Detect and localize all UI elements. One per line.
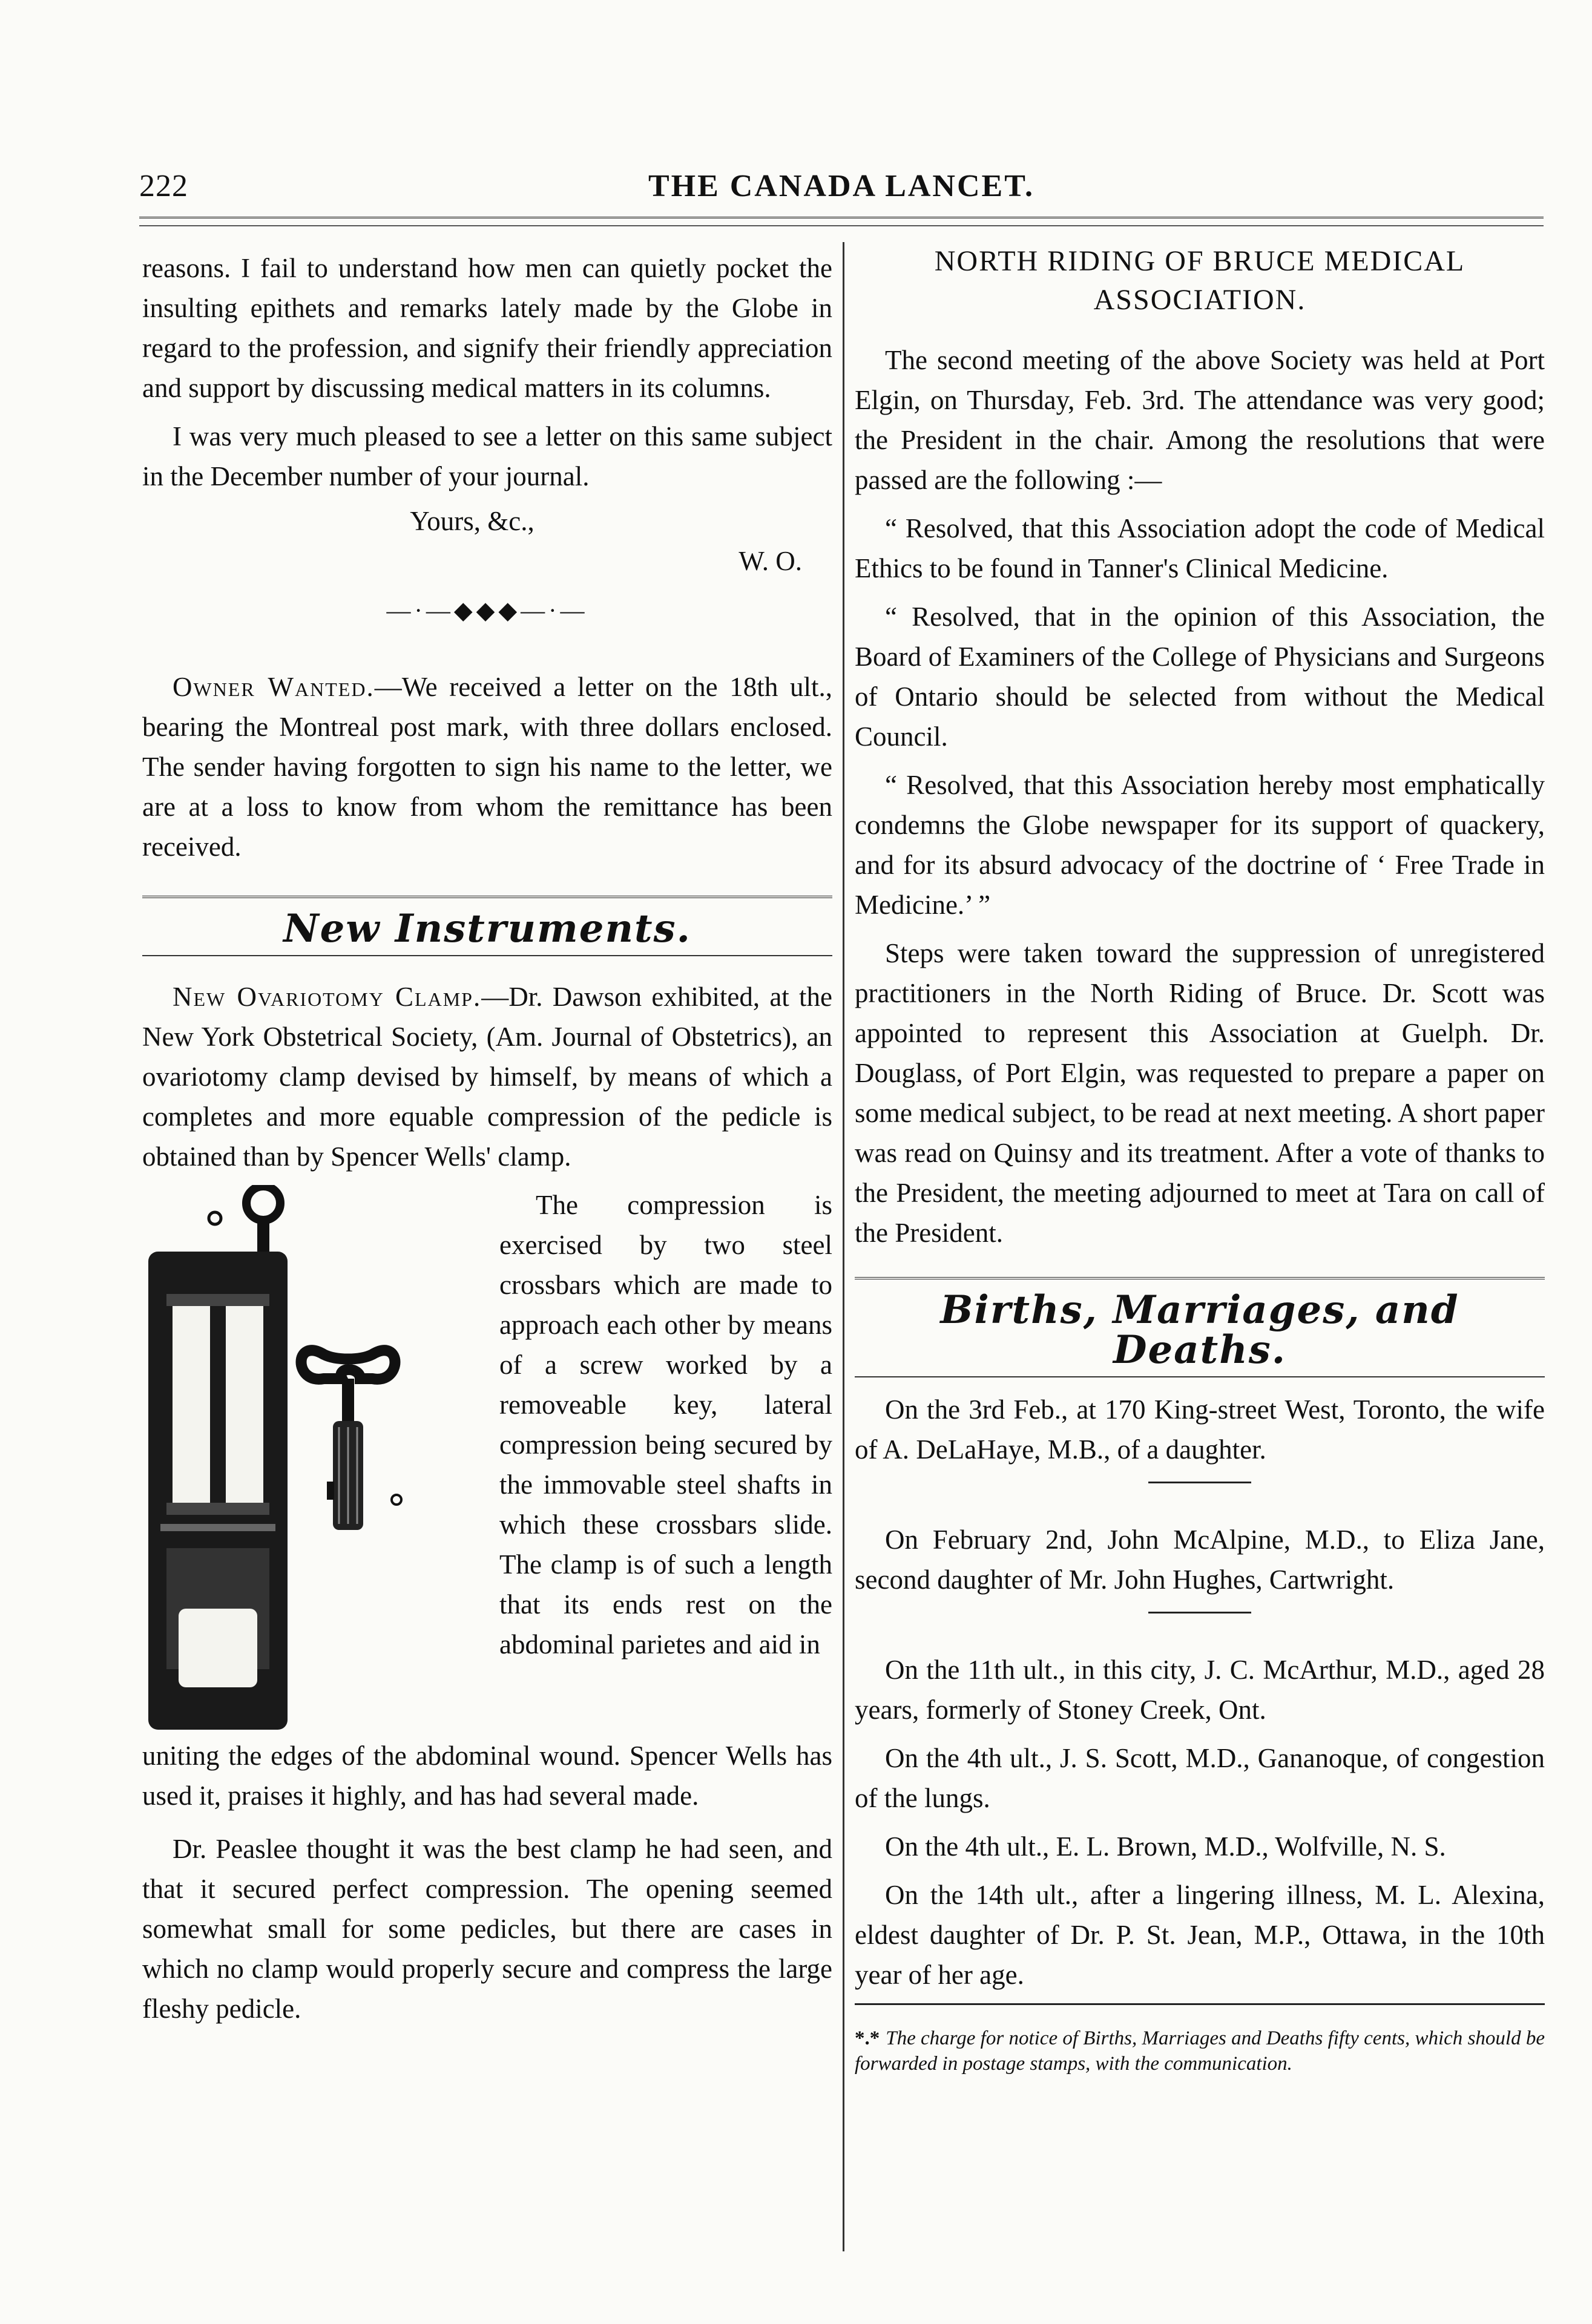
page-header xyxy=(139,168,1544,205)
death-notice-3: On the 4th ult., E. L. Brown, M.D., Wolfville, N. S. xyxy=(885,1831,1446,1862)
death-notice-2: On the 4th ult., J. S. Scott, M.D., Gananoque, of congestion of the lungs. xyxy=(855,1743,1545,1813)
heading-rule xyxy=(142,955,832,956)
column-divider xyxy=(843,242,844,2251)
owner-wanted-notice xyxy=(142,667,832,867)
letter-closing: Yours, &c., xyxy=(410,506,535,536)
clamp-figure-caption-text xyxy=(499,1185,832,1664)
letter-paragraph-2: I was very much pleased to see a letter on this same subject in the December number of your journal. xyxy=(142,421,832,491)
death-notice-4: On the 14th ult., after a lingering illness, M. L. Alexina, eldest daughter of Dr. P. St. Jean, M.P., Ottawa, in the 10th year of her age. xyxy=(855,1880,1545,1990)
section-rule xyxy=(142,896,832,898)
header-rule-secondary xyxy=(139,225,1544,226)
letter-paragraph-1: reasons. I fail to understand how men can quietly pocket the insulting epithets and remarks lately made by the Globe in regard to the profession, and signify their friendly appreciation and support by discussing medical matters in its columns. xyxy=(142,253,832,403)
right-column xyxy=(855,242,1545,2076)
letter-signature: W. O. xyxy=(738,546,802,576)
owner-wanted-body: —We received a letter on the 18th ult., bearing the Montreal post mark, with three dollars enclosed. The sender having forgotten to sign his name to the letter, we are at a loss to know from whom the remittance has been received. xyxy=(142,672,832,862)
association-paragraph-1: The second meeting of the above Society was held at Port Elgin, on Thursday, Feb. 3rd. The attendance was very good; the President in the chair. Among the resolutions that were passed are the following :— xyxy=(855,345,1545,495)
association-paragraph-steps: Steps were taken toward the suppression of unregistered practitioners in the North Riding of Bruce. Dr. Scott was appointed to represent this Association at Guelph. Dr. Douglass, of Port Elgin, was requested to prepare a paper on some medical subject, to be read at next meeting. A short paper was read on Quinsy and its treatment. After a vote of thanks to the President, the meeting adjourned to meet at Tara on call of the President. xyxy=(855,938,1545,1248)
ovariotomy-clamp-illustration xyxy=(142,1185,481,1736)
footnote-marker: *.* xyxy=(855,2027,880,2049)
clamp-body: —Dr. Dawson exhibited, at the New York Obstetrical Society, (Am. Journal of Obstetrics), an ovariotomy clamp devised by himself, by means of which a completes and more equable compression of the pedicle is obtained than by Spencer Wells' clamp. xyxy=(142,982,832,1172)
clamp-figure-block xyxy=(142,1185,832,1736)
journal-title: THE CANADA LANCET. xyxy=(648,169,1035,203)
ornament-divider: —·—◆◆◆—·— xyxy=(386,597,588,624)
footnote xyxy=(855,2026,1545,2076)
left-column xyxy=(142,248,832,2037)
clamp-description: The compression is exercised by two steel crossbars which are made to approach each other by means of a screw worked by a removeable key, lateral compression being secured by the immovable steel shafts in which these crossbars slide. The clamp is of such a length that its ends rest on the abdominal parietes and aid in xyxy=(499,1190,832,1659)
notice-divider xyxy=(1148,1482,1251,1483)
heading-rule-right xyxy=(855,1376,1545,1377)
clamp-continued: uniting the edges of the abdominal wound. Spencer Wells has used it, praises it highly, and has had several made. xyxy=(142,1741,832,1811)
peaslee-paragraph: Dr. Peaslee thought it was the best clamp he had seen, and that it secured perfect compression. The opening seemed somewhat small for some pedicles, but there are cases in which no clamp would properly secure and compress the large fleshy pedicle. xyxy=(142,1834,832,2024)
owner-wanted-title: Owner Wanted. xyxy=(173,672,375,702)
marriage-notice: On February 2nd, John McAlpine, M.D., to Eliza Jane, second daughter of Mr. John Hughes, Cartwright. xyxy=(855,1525,1545,1595)
association-resolution-2: “ Resolved, that in the opinion of this Association, the Board of Examiners of the College of Physicians and Surgeons of Ontario should be selected from without the Medical Council. xyxy=(855,602,1545,752)
birth-notice: On the 3rd Feb., at 170 King-street West, Toronto, the wife of A. DeLaHaye, M.B., of a daughter. xyxy=(855,1394,1545,1465)
death-notice-1: On the 11th ult., in this city, J. C. McArthur, M.D., aged 28 years, formerly of Stoney Creek, Ont. xyxy=(855,1655,1545,1725)
clamp-paragraph xyxy=(142,977,832,1177)
association-resolution-1: “ Resolved, that this Association adopt the code of Medical Ethics to be found in Tanner's Clinical Medicine. xyxy=(855,513,1545,583)
clamp-title: New Ovariotomy Clamp. xyxy=(173,982,482,1012)
births-marriages-deaths-heading: Births, Marriages, and Deaths. xyxy=(940,1287,1459,1373)
page-number: 222 xyxy=(139,169,188,203)
association-heading: NORTH RIDING OF BRUCE MEDICAL ASSOCIATION. xyxy=(934,245,1465,316)
association-resolution-3: “ Resolved, that this Association hereby most emphatically condemns the Globe newspaper for its support of quackery, and for its absurd advocacy of the doctrine of ‘ Free Trade in Medicine.’ ” xyxy=(855,770,1545,920)
header-rule xyxy=(139,217,1544,218)
section-rule-right xyxy=(855,1277,1545,1279)
footnote-text: The charge for notice of Births, Marriages and Deaths fifty cents, which should be forwarded in postage stamps, with the communication. xyxy=(855,2027,1545,2075)
footnote-rule xyxy=(855,2003,1545,2005)
new-instruments-heading: New Instruments. xyxy=(283,906,691,951)
notice-divider-2 xyxy=(1148,1612,1251,1613)
